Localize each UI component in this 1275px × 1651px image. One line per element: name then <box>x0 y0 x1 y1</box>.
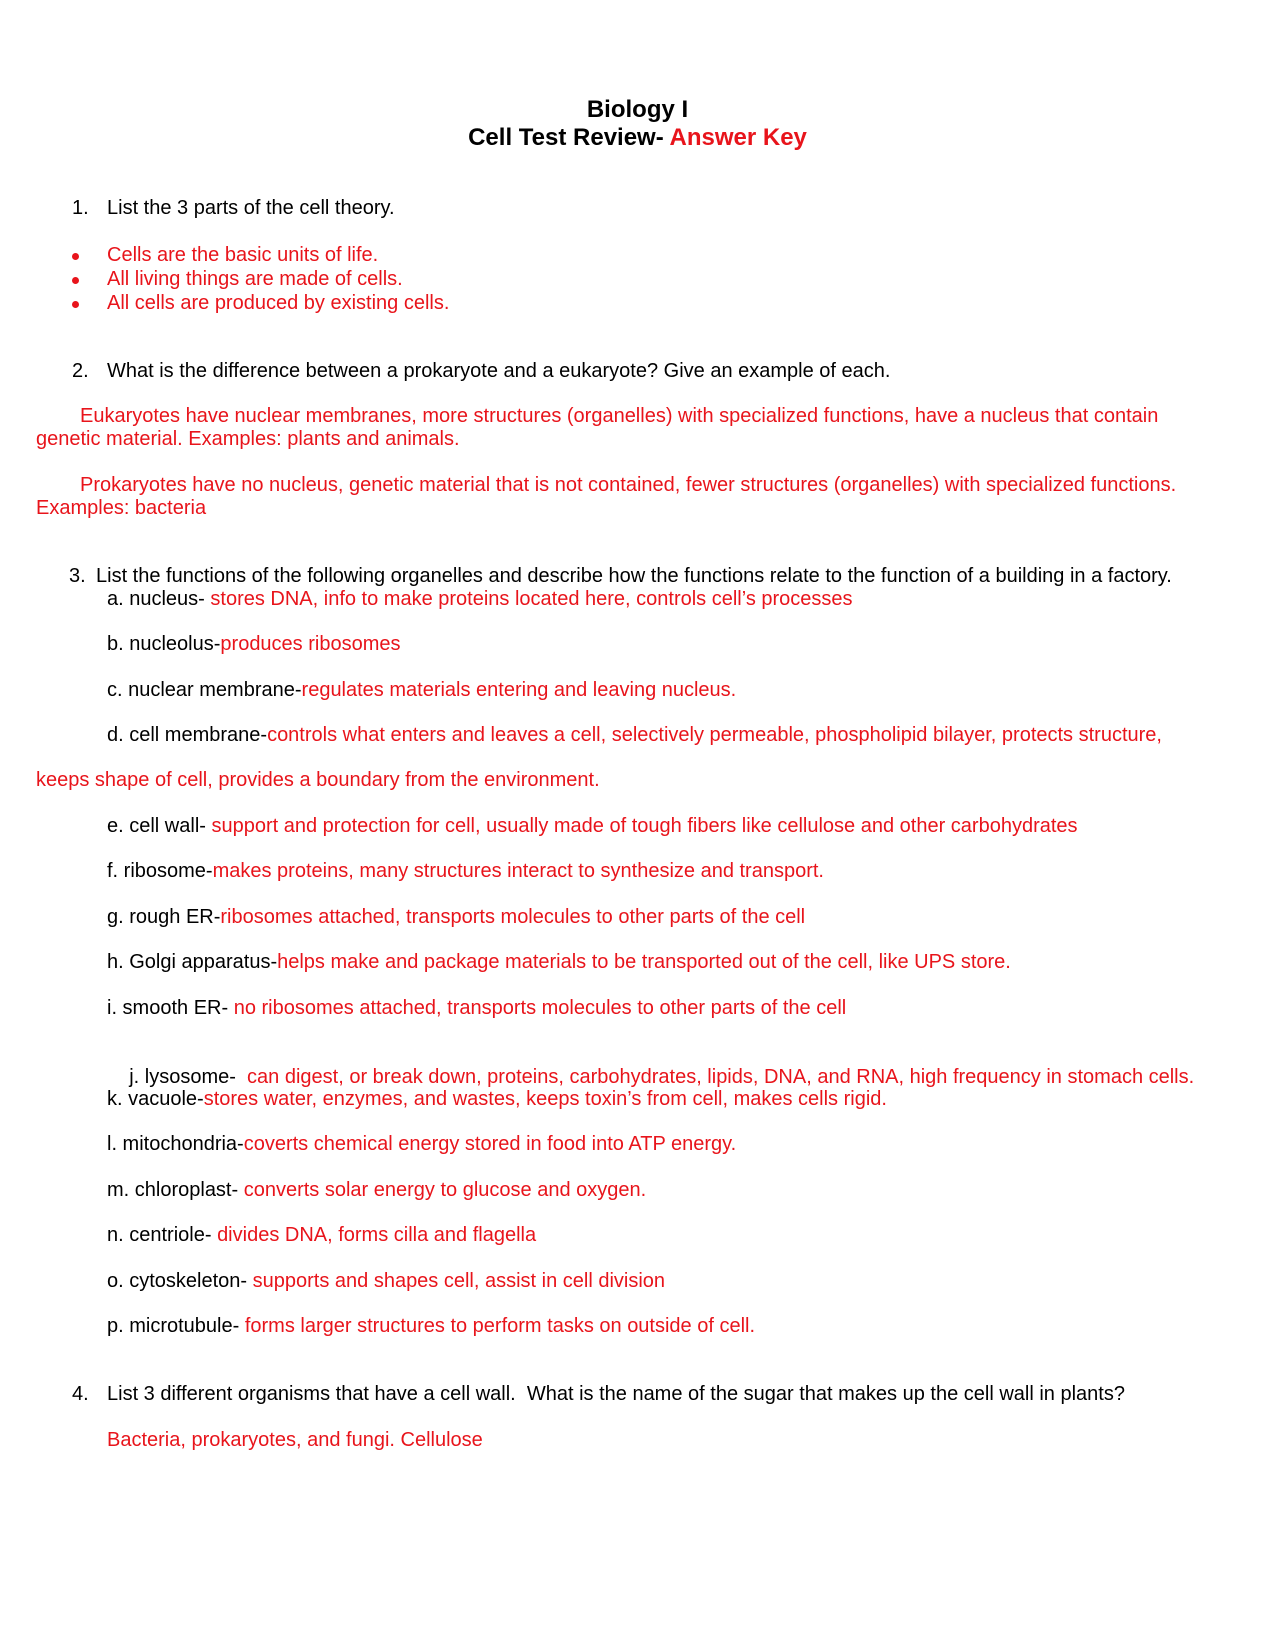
subtitle-prefix: Cell Test Review- <box>468 124 664 151</box>
organelle-item <box>107 950 1011 974</box>
organelle-label: n. centriole- <box>107 1224 218 1246</box>
organelle-item <box>107 678 736 702</box>
organelle-label: g. rough ER- <box>107 906 221 928</box>
organelle-item <box>107 905 805 929</box>
organelle-item <box>107 632 401 656</box>
organelle-answer: regulates materials entering and leaving nucleus. <box>301 679 737 701</box>
organelle-item <box>107 1178 646 1202</box>
answer-key-label: Answer Key <box>669 124 807 151</box>
organelle-label: f. ribosome- <box>107 860 213 882</box>
question-text: What is the difference between a prokaryote and a eukaryote? Give an example of each. <box>107 360 891 382</box>
organelle-label: p. microtubule- <box>107 1315 245 1337</box>
bullet-icon <box>72 253 79 260</box>
question-text: List 3 different organisms that have a cell wall. What is the name of the sugar that makes up the cell wall in plants? <box>107 1383 1125 1405</box>
answer-bullet: Cells are the basic units of life. <box>107 244 379 266</box>
organelle-answer: supports and shapes cell, assist in cell division <box>252 1270 666 1292</box>
organelle-answer: helps make and package materials to be transported out of the cell, like UPS store. <box>277 951 1011 973</box>
organelle-label: e. cell wall- <box>107 815 212 837</box>
question-number: 2. <box>72 360 89 382</box>
organelle-label: k. vacuole- <box>107 1088 204 1110</box>
organelle-label: c. nuclear membrane- <box>107 679 302 701</box>
organelle-answer: ribosomes attached, transports molecules to other parts of the cell <box>220 906 806 928</box>
answer-text: Bacteria, prokaryotes, and fungi. Cellulose <box>107 1429 483 1451</box>
organelle-answer: coverts chemical energy stored in food into ATP energy. <box>243 1133 737 1155</box>
question-text: List the 3 parts of the cell theory. <box>107 197 395 219</box>
organelle-answer: support and protection for cell, usually made of tough fibers like cellulose and other carbohydrates <box>211 815 1078 837</box>
organelle-label: m. chloroplast- <box>107 1179 244 1201</box>
document-title: Biology I <box>586 96 689 123</box>
organelle-item <box>107 814 1078 838</box>
organelle-answer: stores water, enzymes, and wastes, keeps toxin’s from cell, makes cells rigid. <box>203 1088 887 1110</box>
organelle-answer: converts solar energy to glucose and oxygen. <box>243 1179 647 1201</box>
organelle-label: h. Golgi apparatus- <box>107 951 278 973</box>
organelle-item <box>107 996 846 1020</box>
eukaryote-answer-cont: genetic material. Examples: plants and animals. <box>36 428 460 450</box>
answer-bullet: All living things are made of cells. <box>107 268 403 290</box>
organelle-label: l. mitochondria- <box>107 1133 244 1155</box>
organelle-label: i. smooth ER- <box>107 997 234 1019</box>
answer-bullet: All cells are produced by existing cells. <box>107 292 450 314</box>
prokaryote-answer-cont: Examples: bacteria <box>36 497 207 519</box>
organelle-label: o. cytoskeleton- <box>107 1270 253 1292</box>
bullet-icon <box>72 277 79 284</box>
organelle-answer: produces ribosomes <box>220 633 401 655</box>
organelle-answer: forms larger structures to perform tasks on outside of cell. <box>244 1315 756 1337</box>
bullet-icon <box>72 301 79 308</box>
organelle-item <box>107 859 824 883</box>
prokaryote-answer: Prokaryotes have no nucleus, genetic material that is not contained, fewer structures (organelles) with specialized functions. <box>80 474 1177 496</box>
organelle-answer: can digest, or break down, proteins, carbohydrates, lipids, DNA, and RNA, high frequency in stomach cells. <box>247 1066 1195 1088</box>
organelle-answer: divides DNA, forms cilla and flagella <box>217 1224 537 1246</box>
organelle-answer-cont: keeps shape of cell, provides a boundary from the environment. <box>36 769 600 791</box>
question-text: List the functions of the following organelles and describe how the functions relate to the function of a building in a factory. <box>96 565 1172 587</box>
organelle-answer: stores DNA, info to make proteins located here, controls cell’s processes <box>210 588 853 610</box>
organelle-item <box>107 723 1162 747</box>
organelle-item <box>107 1314 755 1338</box>
organelle-item <box>107 1087 887 1111</box>
organelle-label: d. cell membrane- <box>107 724 268 746</box>
organelle-label: a. nucleus- <box>107 588 211 610</box>
question-number: 3. <box>69 565 86 587</box>
organelle-answer: controls what enters and leaves a cell, selectively permeable, phospholipid bilayer, protects structure, <box>267 724 1162 746</box>
organelle-item <box>107 1223 536 1247</box>
organelle-label: j. lysosome- <box>129 1066 248 1088</box>
question-number: 1. <box>72 197 89 219</box>
document-subtitle <box>0 124 1275 152</box>
organelle-label: b. nucleolus- <box>107 633 221 655</box>
question-number: 4. <box>72 1383 89 1405</box>
organelle-answer: makes proteins, many structures interact to synthesize and transport. <box>212 860 824 882</box>
organelle-item <box>107 1132 736 1156</box>
eukaryote-answer: Eukaryotes have nuclear membranes, more structures (organelles) with specialized functions, have a nucleus that contain <box>80 405 1159 427</box>
organelle-item <box>107 1269 665 1293</box>
organelle-item <box>107 587 853 611</box>
organelle-answer: no ribosomes attached, transports molecules to other parts of the cell <box>233 997 847 1019</box>
